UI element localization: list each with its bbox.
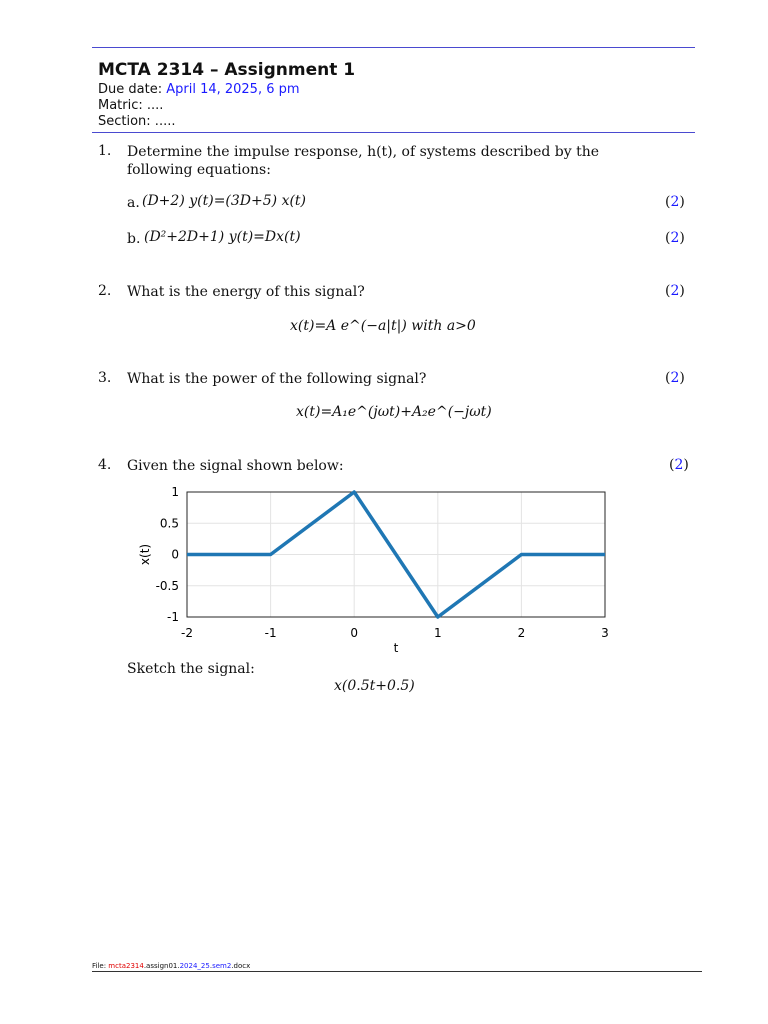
question-1b-marks: (2) xyxy=(665,230,685,246)
question-3-equation: x(t)=A₁e^(jωt)+A₂e^(−jωt) xyxy=(296,404,492,420)
plot-grid xyxy=(187,492,605,617)
question-1-text: Determine the impulse response, h(t), of systems described by the following equations: xyxy=(127,144,600,178)
header-rule xyxy=(92,132,695,133)
y-tick-label: 1 xyxy=(171,485,179,499)
question-1a-label: a. xyxy=(127,195,140,211)
x-tick-label: 3 xyxy=(601,626,609,640)
x-tick-label: -1 xyxy=(264,626,277,640)
question-3-text: What is the power of the following signal? xyxy=(127,371,427,387)
x-tick-label: -2 xyxy=(181,626,193,640)
question-4-number: 4. xyxy=(98,457,112,473)
matric-line: Matric: .... xyxy=(98,98,164,113)
x-axis-label: t xyxy=(393,641,399,655)
due-value: April 14, 2025, 6 pm xyxy=(166,82,300,97)
sketch-text: Sketch the signal: xyxy=(127,661,255,677)
question-2-number: 2. xyxy=(98,283,112,299)
signal-line xyxy=(187,492,605,617)
y-tick-label: 0 xyxy=(171,547,179,562)
question-1b-label: b. xyxy=(127,231,141,247)
footer-rule xyxy=(92,971,702,972)
question-1a-equation: (D+2) y(t)=(3D+5) x(t) xyxy=(142,193,307,209)
question-1b-equation: (D²+2D+1) y(t)=Dx(t) xyxy=(144,229,301,245)
due-date xyxy=(98,82,300,98)
x-tick-label: 2 xyxy=(517,626,526,640)
question-4-text: Given the signal shown below: xyxy=(127,458,344,474)
y-axis-label: x(t) xyxy=(138,543,152,566)
section-line: Section: ..... xyxy=(98,114,176,129)
file-footer: File: mcta2314.assign01.2024_25.sem2.docx xyxy=(92,962,251,970)
document-title: MCTA 2314 – Assignment 1 xyxy=(98,60,356,80)
sketch-equation: x(0.5t+0.5) xyxy=(334,678,415,694)
question-2-marks: (2) xyxy=(665,283,685,299)
x-tick-label: 1 xyxy=(433,626,442,640)
y-tick-label: -1 xyxy=(167,610,179,624)
y-tick-label: -0.5 xyxy=(155,578,179,593)
x-tick-label: 0 xyxy=(350,626,359,640)
question-4-marks: (2) xyxy=(669,457,689,473)
question-1-number: 1. xyxy=(98,143,112,159)
due-label: Due date: xyxy=(98,82,167,97)
plot-ticks xyxy=(156,485,609,640)
question-1a-marks: (2) xyxy=(665,194,685,210)
question-3-number: 3. xyxy=(98,370,112,386)
plot-frame xyxy=(187,492,605,617)
question-2-equation: x(t)=A e^(−a|t|) with a>0 xyxy=(290,318,476,334)
y-tick-label: 0.5 xyxy=(159,516,179,531)
question-3-marks: (2) xyxy=(665,370,685,386)
question-2-text: What is the energy of this signal? xyxy=(127,284,365,300)
top-rule xyxy=(92,47,695,48)
